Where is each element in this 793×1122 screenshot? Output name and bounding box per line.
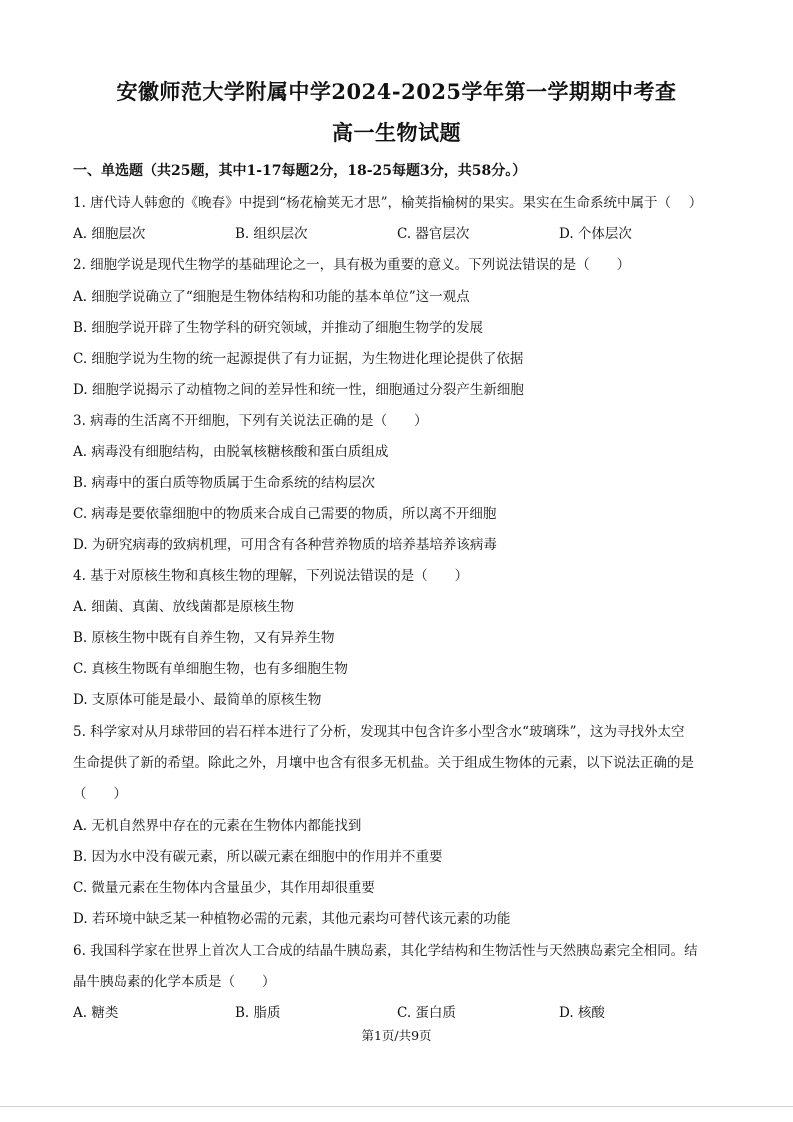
question-2-stem: 2. 细胞学说是现代生物学的基础理论之一，具有极为重要的意义。下列说法错误的是（ ） <box>73 257 631 273</box>
question-6-option-d: D. 核酸 <box>559 1005 605 1021</box>
exam-title: 安徽师范大学附属中学2024-2025学年第一学期期中考查 <box>116 79 677 104</box>
question-4-option-a: A. 细菌、真菌、放线菌都是原核生物 <box>73 599 294 615</box>
question-6-option-b: B. 脂质 <box>235 1005 281 1021</box>
question-1-stem: 1. 唐代诗人韩愈的《晚春》中提到“杨花榆荚无才思”，榆荚指榆树的果实。果实在生命系统中属于（ ） <box>73 195 703 211</box>
exam-subtitle: 高一生物试题 <box>332 120 461 145</box>
question-5-stem-line-3: （ ） <box>73 786 127 802</box>
question-5-option-a: A. 无机自然界中存在的元素在生物体内都能找到 <box>73 818 362 834</box>
question-6-option-c: C. 蛋白质 <box>397 1005 456 1021</box>
question-4-option-d: D. 支原体可能是最小、最简单的原核生物 <box>73 692 322 708</box>
section-heading: 一、单选题（共25题，其中1-17每题2分，18-25每题3分，共58分。） <box>73 163 527 179</box>
question-2-option-d: D. 细胞学说揭示了动植物之间的差异性和统一性，细胞通过分裂产生新细胞 <box>73 382 524 398</box>
question-1-option-a: A. 细胞层次 <box>73 226 146 242</box>
question-5-stem-line-1: 5. 科学家对从月球带回的岩石样本进行了分析，发现其中包含许多小型含水“玻璃珠”，这为寻找外太空 <box>73 724 685 740</box>
question-1-option-b: B. 组织层次 <box>235 226 308 242</box>
question-6-stem-line-2: 晶牛胰岛素的化学本质是（ ） <box>73 974 276 990</box>
question-3-option-d: D. 为研究病毒的致病机理，可用含有各种营养物质的培养基培养该病毒 <box>73 537 497 553</box>
question-5-option-c: C. 微量元素在生物体内含量虽少，其作用却很重要 <box>73 880 375 896</box>
question-6-stem-line-1: 6. 我国科学家在世界上首次人工合成的结晶牛胰岛素，其化学结构和生物活性与天然胰岛素完全相同。结 <box>73 943 698 959</box>
question-5-option-d: D. 若环境中缺乏某一种植物必需的元素，其他元素均可替代该元素的功能 <box>73 911 511 927</box>
question-4-option-b: B. 原核生物中既有自养生物，又有异养生物 <box>73 630 335 646</box>
question-5-stem-line-2: 生命提供了新的希望。除此之外，月壤中也含有很多无机盐。关于组成生物体的元素，以下说法正确的是 <box>73 755 694 771</box>
page-bottom-divider <box>0 1106 793 1107</box>
question-3-option-c: C. 病毒是要依靠细胞中的物质来合成自己需要的物质，所以离不开细胞 <box>73 506 497 522</box>
question-3-option-a: A. 病毒没有细胞结构，由脱氧核糖核酸和蛋白质组成 <box>73 444 389 460</box>
question-3-stem: 3. 病毒的生活离不开细胞，下列有关说法正确的是（ ） <box>73 413 428 429</box>
question-6-option-a: A. 糖类 <box>73 1005 119 1021</box>
question-4-stem: 4. 基于对原核生物和真核生物的理解，下列说法错误的是（ ） <box>73 568 469 584</box>
page-number: 第1页/共9页 <box>361 1028 432 1043</box>
question-2-option-b: B. 细胞学说开辟了生物学科的研究领域，并推动了细胞生物学的发展 <box>73 320 484 336</box>
question-1-option-c: C. 器官层次 <box>397 226 470 242</box>
question-2-option-a: A. 细胞学说确立了“细胞是生物体结构和功能的基本单位”这一观点 <box>73 289 470 305</box>
question-2-option-c: C. 细胞学说为生物的统一起源提供了有力证据，为生物进化理论提供了依据 <box>73 351 524 367</box>
question-1-option-d: D. 个体层次 <box>559 226 632 242</box>
question-4-option-c: C. 真核生物既有单细胞生物，也有多细胞生物 <box>73 661 348 677</box>
question-3-option-b: B. 病毒中的蛋白质等物质属于生命系统的结构层次 <box>73 475 376 491</box>
question-5-option-b: B. 因为水中没有碳元素，所以碳元素在细胞中的作用并不重要 <box>73 849 443 865</box>
